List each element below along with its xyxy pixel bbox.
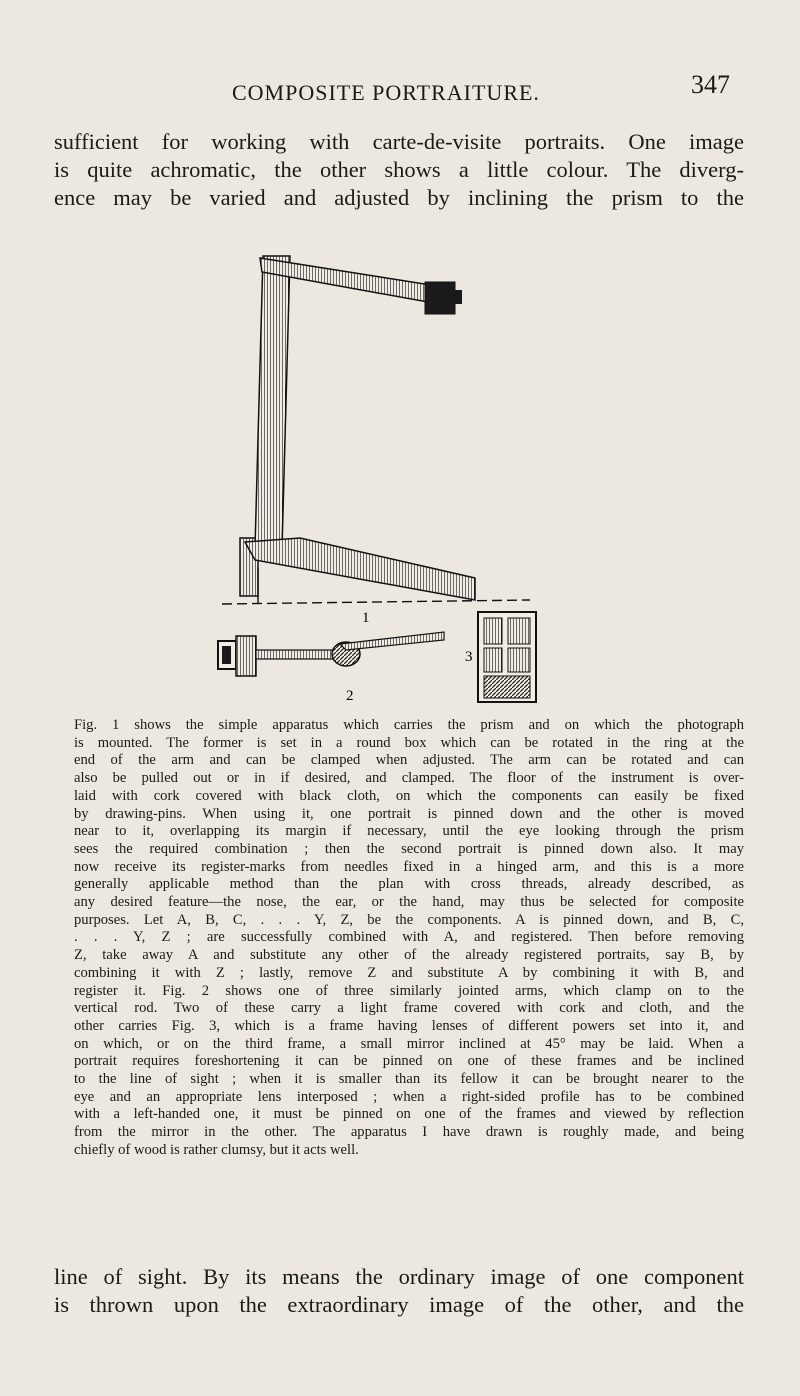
fig1-apparatus bbox=[222, 256, 530, 604]
caption-line: now receive its register-marks from needles fixed in a hinged arm, and this is a more bbox=[74, 858, 744, 875]
caption-line: on which, or on the third frame, a small mirror inclined at 45° may be laid. When a bbox=[74, 1035, 744, 1052]
fig3-lens bbox=[484, 618, 502, 644]
text-line: is thrown upon the extraordinary image of the other, and the bbox=[54, 1292, 744, 1317]
caption-line: combining it with Z ; lastly, remove Z and substitute A by combining it with B, and bbox=[74, 964, 744, 981]
caption-line: near to it, overlapping its margin if necessary, until the eye looking through the prism bbox=[74, 823, 744, 840]
body-paragraph-bottom bbox=[54, 1263, 744, 1319]
caption-line: laid with cork covered with black cloth, on which the components can easily be fixed bbox=[74, 787, 744, 804]
fig1-label: 1 bbox=[362, 610, 370, 626]
caption-line: with a left-handed one, it must be pinned on one of the frames and viewed by reflection bbox=[74, 1106, 744, 1123]
caption-line: portrait requires foreshortening it can be pinned on one of these frames and be inclined bbox=[74, 1053, 744, 1070]
body-paragraph-top bbox=[54, 128, 744, 212]
caption-line: end of the arm and can be clamped when adjusted. The arm can be rotated and can bbox=[74, 752, 744, 769]
caption-line: Fig. 1 shows the simple apparatus which carries the prism and on which the photograph bbox=[74, 717, 744, 733]
apparatus-figure bbox=[0, 248, 800, 708]
fig1-prism-knob bbox=[452, 290, 462, 304]
fig3-lens bbox=[508, 648, 530, 672]
caption-line: to the line of sight ; when it is smaller than its fellow it can be brought nearer to the bbox=[74, 1071, 744, 1088]
caption-line: chiefly of wood is rather clumsy, but it acts well. bbox=[74, 1141, 359, 1158]
fig3-mirror bbox=[484, 676, 530, 698]
caption-line: purposes. Let A, B, C, . . . Y, Z, be the components. A is pinned down, and B, C, bbox=[74, 911, 744, 928]
caption-line: is mounted. The former is set in a round box which can be rotated in the ring at the bbox=[74, 734, 744, 751]
fig2-arm-rod bbox=[256, 650, 336, 659]
caption-line: any desired feature—the nose, the ear, or the hand, may thus be selected for composite bbox=[74, 894, 744, 911]
text-line: is quite achromatic, the other shows a little colour. The diverg- bbox=[54, 157, 744, 182]
fig2-clamp-screw bbox=[222, 646, 231, 664]
page-number: 347 bbox=[691, 70, 730, 99]
caption-line: sees the required combination ; then the second portrait is pinned down also. It may bbox=[74, 840, 744, 857]
caption-line: register it. Fig. 2 shows one of three similarly jointed arms, which clamp on to the bbox=[74, 982, 744, 999]
fig3-label: 3 bbox=[465, 649, 473, 665]
figure-caption bbox=[54, 717, 744, 1160]
fig2-frame-arm bbox=[340, 632, 444, 650]
fig1-vertical-rod bbox=[255, 256, 290, 548]
caption-line: other carries Fig. 3, which is a frame having lenses of different powers set into it, and bbox=[74, 1017, 744, 1034]
caption-line: vertical rod. Two of these carry a light frame covered with cork and cloth, and the bbox=[74, 1000, 744, 1017]
text-line: line of sight. By its means the ordinary image of one component bbox=[54, 1264, 744, 1289]
caption-line: eye and an appropriate lens interposed ; when a right-sided profile has to be combined bbox=[74, 1088, 744, 1105]
fig1-prism-box bbox=[425, 282, 455, 314]
text-line: sufficient for working with carte-de-visite portraits. One image bbox=[54, 129, 744, 154]
fig1-floor-board bbox=[245, 538, 475, 600]
running-head: COMPOSITE PORTRAITURE. bbox=[232, 80, 540, 105]
fig3-lens-frame bbox=[478, 612, 536, 702]
caption-line: . . . Y, Z ; are successfully combined with A, and registered. Then before removing bbox=[74, 929, 744, 946]
caption-line: Z, take away A and substitute any other of the already registered portraits, say B, by bbox=[74, 947, 744, 964]
fig3-lens bbox=[484, 648, 502, 672]
caption-line: from the mirror in the other. The apparatus I have drawn is roughly made, and being bbox=[74, 1124, 744, 1141]
caption-line: also be pulled out or in if desired, and clamped. The floor of the instrument is over- bbox=[74, 770, 744, 787]
fig2-collar bbox=[236, 636, 256, 676]
text-line: ence may be varied and adjusted by inclining the prism to the bbox=[54, 185, 744, 210]
fig2-jointed-arm bbox=[218, 632, 444, 676]
fig3-lens bbox=[508, 618, 530, 644]
caption-line: by drawing-pins. When using it, one portrait is pinned down and the other is moved bbox=[74, 805, 744, 822]
fig1-base-line bbox=[222, 600, 530, 604]
apparatus-illustration bbox=[0, 248, 800, 708]
fig2-label: 2 bbox=[346, 688, 354, 704]
caption-line: generally applicable method than the plan with cross threads, already described, as bbox=[74, 876, 744, 893]
